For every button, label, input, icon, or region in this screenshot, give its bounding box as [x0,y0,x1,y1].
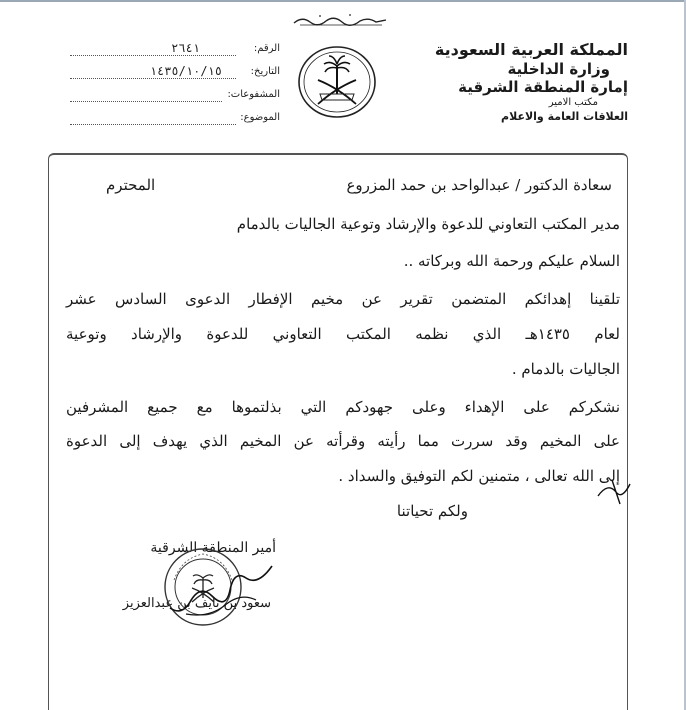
addressee-position: مدير المكتب التعاوني للدعوة والإرشاد وتوعية الجاليات بالدمام [236,215,620,233]
reference-fields [70,41,280,133]
sender-kingdom: المملكة العربية السعودية [434,40,628,59]
attachments-row [70,87,280,110]
date-row [70,64,280,87]
addressee: سعادة الدكتور / عبدالواحد بن حمد المزروع [346,176,612,194]
signatory-title: أمير المنطقة الشرقية [150,540,276,556]
paragraph2-line3: إلى الله تعالى ، متمنين لكم التوفيق والسداد . [338,467,620,485]
closing: ولكم تحياتنا [396,502,468,520]
sender-ministry: وزارة الداخلية [507,60,610,78]
paragraph2-line1: نشكركم على الإهداء وعلى جهودكم التي بذلتموها مع جميع المشرفين [66,398,620,416]
basmala-calligraphy [290,12,390,28]
subject-label: الموضوع: [240,112,280,123]
subject-row [70,110,280,133]
date-dots [70,78,236,79]
sender-emirate: إمارة المنطقة الشرقية [458,78,628,96]
greeting: السلام عليكم ورحمة الله وبركاته .. [403,252,620,270]
sender-block [435,40,628,124]
date-value: ١٤٣٥/١٠/١٥ [149,64,222,78]
number-value: ٢٦٤١ [171,41,200,55]
number-dots [70,55,236,56]
number-label: الرقم: [253,43,280,54]
margin-initials [594,476,634,506]
signatory-name: سعود بن نايف بن عبدالعزيز [122,596,271,611]
saudi-emblem-icon [296,44,378,120]
honorific: المحترم [106,176,156,194]
attachments-label: المشفوعات: [227,89,280,100]
paragraph1-line2: لعام ١٤٣٥هـ الذي نظمه المكتب التعاوني للدعوة والإرشاد وتوعية [66,325,620,343]
handwritten-signature [160,556,280,626]
paragraph2-line2: على المخيم وقد سررت مما رأيته وقرأته عن المخيم الذي يهدف إلى الدعوة [66,432,620,450]
sender-office: مكتب الامير [548,97,598,108]
paragraph1-line3: الجاليات بالدمام . [511,360,620,378]
subject-dots [70,124,236,125]
paragraph1-line1: تلقينا إهدائكم المتضمن تقرير عن مخيم الإفطار الدعوى السادس عشر [66,290,620,308]
date-label: التاريخ: [250,66,280,77]
number-row [70,41,280,64]
attachments-dots [70,101,222,102]
sender-department: العلاقات العامة والاعلام [501,110,628,123]
